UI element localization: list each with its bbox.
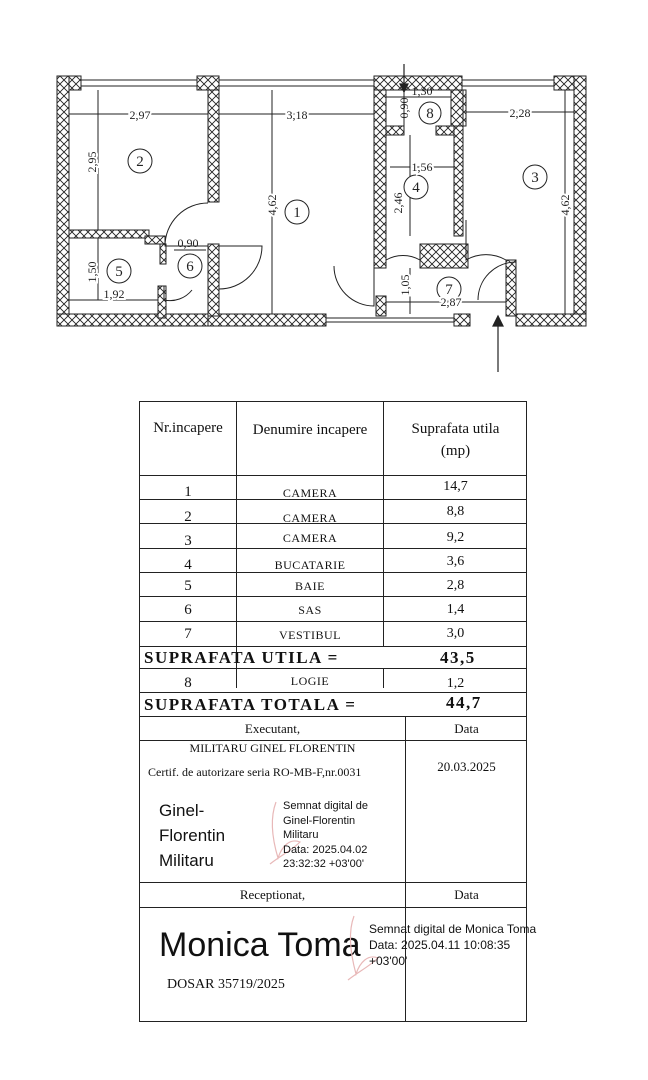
signer1-name-line: Florentin — [159, 826, 226, 845]
row-name: LOGIE — [290, 674, 330, 688]
row-number: 3 — [184, 533, 192, 549]
row-area: 1,2 — [446, 676, 465, 691]
row-name: SAS — [298, 603, 322, 617]
dim-room5-height: 1,50 — [85, 261, 99, 283]
dim-room2-width: 2,97 — [129, 108, 151, 122]
dim-room4-height: 2,46 — [391, 192, 405, 214]
receptionat-date-label: Data — [454, 887, 479, 902]
room-3-label: 3 — [531, 170, 539, 186]
signer1-info-line: 23:32:32 +03'00' — [283, 858, 364, 870]
row-number: 6 — [184, 602, 192, 618]
windows — [81, 80, 554, 322]
executant-date: 20.03.2025 — [437, 759, 496, 774]
row-name: CAMERA — [282, 531, 338, 545]
room-6-label: 6 — [186, 259, 194, 275]
signer2-info-line: Semnat digital de Monica Toma — [369, 922, 537, 936]
row-number: 7 — [184, 626, 192, 642]
row-area: 9,2 — [446, 530, 465, 545]
row-name: BUCATARIE — [274, 558, 346, 572]
header-area-unit: (mp) — [440, 443, 471, 459]
signer1-name-line: Ginel- — [159, 801, 205, 820]
row-area: 8,8 — [446, 504, 465, 519]
dim-room7-height: 1,05 — [398, 274, 412, 296]
header-area: Suprafata utila — [411, 421, 500, 437]
dim-room7-width: 2,87 — [440, 295, 462, 309]
row-area: 14,7 — [443, 479, 468, 494]
dim-room1-height: 4,62 — [265, 194, 279, 216]
row-number: 1 — [184, 484, 192, 500]
room-7-label: 7 — [445, 282, 453, 298]
header-room-number: Nr.incapere — [153, 420, 223, 436]
useful-area-value: 43,5 — [440, 648, 476, 667]
dim-room4-width: 1,56 — [411, 160, 433, 174]
dossier-number: DOSAR 35719/2025 — [167, 977, 285, 992]
executant-name: MILITARU GINEL FLORENTIN — [189, 741, 356, 755]
room-8-label: 8 — [426, 106, 434, 122]
row-area: 1,4 — [446, 602, 465, 617]
dim-room3-width: 2,28 — [509, 106, 531, 120]
signer2-name: Monica Toma — [159, 926, 361, 964]
row-name: CAMERA — [282, 486, 338, 500]
row-area: 3,6 — [446, 554, 465, 569]
dim-room5-width: 1,92 — [103, 287, 125, 301]
executant-date-label: Data — [454, 721, 479, 736]
dim-room1-width: 3,18 — [286, 108, 308, 122]
signer1-digital-info — [283, 799, 368, 872]
receptionat-label: Receptionat, — [239, 887, 306, 902]
room-4-label: 4 — [412, 180, 420, 196]
row-name: VESTIBUL — [279, 628, 341, 642]
signer1-name — [159, 798, 225, 873]
useful-area-label: SUPRAFATA UTILA = — [144, 648, 339, 667]
dim-door-width: 0,90 — [177, 236, 199, 250]
row-name: BAIE — [295, 579, 325, 593]
dimension-lines — [69, 90, 574, 314]
dim-room3-height: 4,62 — [558, 194, 572, 216]
signer1-info-line: Data: 2025.04.02 — [283, 843, 368, 856]
signer2-info-line: Data: 2025.04.11 10:08:35 — [369, 938, 511, 952]
room-2-label: 2 — [136, 154, 144, 170]
row-name: CAMERA — [282, 511, 338, 525]
row-area: 3,0 — [446, 626, 465, 641]
row-number: 5 — [184, 578, 192, 594]
signer1-info-line: Semnat digital de — [283, 800, 368, 812]
row-number: 4 — [184, 557, 192, 573]
row-number: 8 — [184, 675, 192, 691]
signer2-info-line: +03'00' — [369, 954, 408, 968]
executant-label: Executant, — [244, 721, 301, 736]
dim-room8-height: 0,90 — [397, 97, 411, 119]
signer1-name-line: Militaru — [159, 851, 214, 870]
dim-room2-height: 2,95 — [85, 151, 99, 173]
signer1-info-line: Ginel-Florentin — [283, 814, 356, 827]
area-table — [139, 401, 537, 1022]
room-1-label: 1 — [293, 205, 301, 221]
row-area: 2,8 — [446, 578, 465, 593]
dim-room8-width: 1,30 — [411, 84, 433, 98]
signer1-info-line: Militaru — [283, 829, 319, 841]
floor-plan — [0, 0, 648, 380]
room-5-label: 5 — [115, 264, 123, 280]
total-area-label: SUPRAFATA TOTALA = — [144, 695, 357, 714]
row-number: 2 — [184, 509, 192, 525]
certificate-number: Certif. de autorizare seria RO-MB-F,nr.0031 — [148, 765, 362, 779]
signer2-digital-info — [369, 921, 536, 969]
total-area-value: 44,7 — [446, 693, 482, 712]
header-room-name: Denumire incapere — [252, 422, 368, 438]
